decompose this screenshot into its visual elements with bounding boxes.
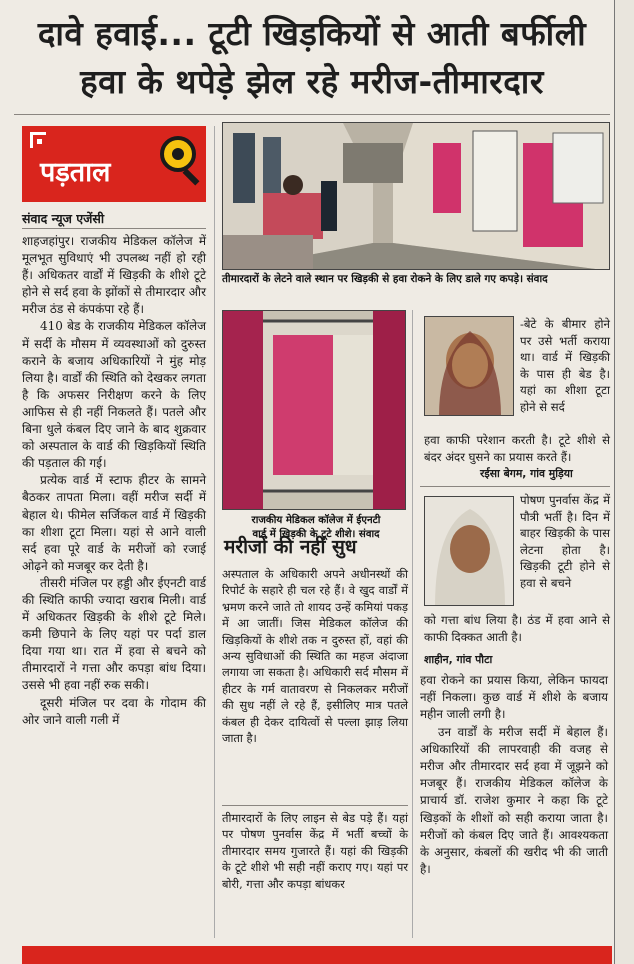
corridor-photo [222, 122, 610, 270]
bottom-color-bar [22, 946, 612, 964]
mid-photo-caption-line-2: वार्ड में खिड़की के टूटे शीशे। संवाद [252, 529, 380, 540]
shaheen-portrait [424, 496, 514, 606]
col3-paragraph-1: हवा रोकने का प्रयास किया, लेकिन फायदा नहीं निकला। कुछ वार्ड में शीशे के बजाय महीन जाली लगी है। [420, 673, 608, 722]
quote-2-bottom: को गत्ता बांध लिया है। ठंड में हवा आने से काफी दिक्कत आती है। [424, 613, 610, 644]
col3-paragraph-2: उन वार्डों के मरीज सर्दी में बेहाल हैं। अधिकारियों की लापरवाही की वजह से मरीज और तीमारदार सर्द हवा में जूझने को मजबूर हैं। राजकीय मेडिकल कॉलेज के प्राचार्य डॉ. राजेश कुमार ने कहा कि टूटे खिड़कों के शीशों को सही कराया जाता है। मरीजों को कंबल दिए जाते हैं। आवश्यकता के अनुसार, कंबलों की खरीद भी की जाती है। [420, 724, 608, 877]
quote-2-top: पोषण पुनर्वास केंद्र में पौत्री भर्ती है। दिन में बाहर खिड़की के पास लेटना होता है। खिड़की टूटी होने से हवा से बचने [520, 493, 610, 590]
quote-1-name: रईसा बेगम, गांव मुड़िया [480, 467, 573, 480]
col1-paragraph-4: तीसरी मंजिल पर हड्डी और ईएनटी वार्ड की स्थिति काफी ज्यादा खराब मिली। वार्ड में अधिकतर खिड़की के शीशे टूटे मिले। कमी छिपाने के लिए यहां पर पर्दा डाल दिया गया था। रात में हवा से बचने को तीमारदारों ने गत्ता और कपड़ा बांध दिया। उससे भी हवा नहीं रुक सकी। [22, 575, 206, 693]
headline-rule [14, 114, 610, 115]
column-1 [22, 233, 206, 729]
quote-rule [420, 486, 610, 487]
top-photo-caption: तीमारदारों के लेटने वाले स्थान पर खिड़की से हवा रोकने के लिए डाले गए कपड़े। संवाद [222, 273, 548, 285]
adjacent-column-edge [614, 0, 634, 964]
column-2-part-1 [222, 566, 408, 746]
column-divider-1 [214, 126, 215, 938]
col2-paragraph-2: तीमारदारों के लिए लाइन से बेड पड़े हैं। यहां पर पोषण पुनर्वास केंद्र में भर्ती बच्चों के तीमारदार समय गुजारते हैं। यहां की खिड़की के टूटे शीशे भी सही नहीं कराए गए। यहां पर बोरी, गत्ता और कपड़ा बांधकर [222, 811, 408, 891]
column-3 [420, 672, 608, 878]
quote-1-bottom: हवा काफी परेशान करती है। टूटे शीशे से बंदर अंदर घुसने का प्रयास करते हैं। [424, 433, 610, 464]
magnifier-icon [160, 136, 196, 172]
col1-paragraph-2: 410 बेड के राजकीय मेडिकल कॉलेज में सर्दी के मौसम में व्यवस्थाओं को दुरुस्त कराने के बजाय अधिकारियों ने मुंह मोड़ लिया है। वार्डों की स्थिति को देखकर लगता है कि अफसर निरीक्षण करने के लिए आफिस से ही नहीं निकलते हैं। पतले और बिना धुले कंबल दिए जाने के बाद शुक्रवार को अस्पताल के वार्ड की खिड़कियों स्थिति की पड़ताल की गई। [22, 319, 206, 471]
section-title: मरीजों की नहीं सुध [224, 536, 357, 558]
ent-window-photo [222, 310, 406, 510]
col1-paragraph-1: शाहजहांपुर। राजकीय मेडिकल कॉलेज में मूलभूत सुविधाएं भी उपलब्ध नहीं हो रही हैं। अधिकतर वार्डों में खिड़की के शीशे टूटे होने से सर्द हवा के झोंकों से तीमारदार और मरीज ठंड से कंपकंपा रहे हैं। [22, 234, 206, 317]
raisa-begum-portrait [424, 316, 514, 416]
headline-line-1: दावे हवाई... टूटी खिड़कियों से आती बर्फीली [37, 14, 587, 53]
col1-paragraph-5: दूसरी मंजिल पर दवा के गोदाम की ओर जाने वाली गली में [22, 695, 206, 727]
quote-2-name: शाहीन, गांव पौटा [424, 653, 493, 666]
col2-rule [222, 805, 408, 806]
headline-line-2: हवा के थपेड़े झेल रहे मरीज-तीमारदार [80, 62, 544, 101]
column-divider-2 [412, 310, 413, 938]
quote-1-top: -बेटे के बीमार होने पर उसे भर्ती कराया था। वार्ड में खिड़की के पास ही बेड है। यहां का शीशा टूटा होने से सर्द [520, 317, 610, 414]
mid-photo-caption-line-1: राजकीय मेडिकल कॉलेज में ईएनटी [251, 515, 381, 526]
col2-paragraph-1: अस्पताल के अधिकारी अपने अधीनस्थों की रिपोर्ट के सहारे ही चल रहे हैं। वे खुद वार्डों में भ्रमण करने जाते तो शायद उन्हें कमियां पकड़ में आ जातीं। जिस मेडिकल कॉलेज की खिड़कियों के शीशे तक न दुरुस्त हों, वहां की अन्य सुविधाओं की स्थिति का महज अंदाजा लगाया जा सकता है। अधिकारी सर्द मौसम में हीटर के गर्म वातावरण से निकलकर मरीजों की सुध नहीं ले रहे हैं, इसीलिए मात्र पतले कंबल ही देकर दायित्वों से पल्ला झाड़ लिया जाता है। [222, 567, 408, 746]
column-2-part-2 [222, 810, 408, 892]
byline-rule [22, 228, 206, 229]
col1-paragraph-3: प्रत्येक वार्ड में स्टाफ हीटर के सामने बैठकर तापता मिला। वहीं मरीज सर्दी में बेहाल थे। फीमेल सर्जिकल वार्ड में खिड़की का शीशा टूटा मिला। यहां से आने वाली सर्द हवा पूरे वार्ड के मरीजों को रजाई ओढ़ने को मजबूर कर देती है। [22, 473, 206, 573]
logo-icon [30, 132, 46, 148]
badge-label: पड़ताल [40, 157, 111, 188]
page-edge-rule [614, 0, 615, 964]
byline: संवाद न्यूज एजेंसी [22, 211, 105, 226]
